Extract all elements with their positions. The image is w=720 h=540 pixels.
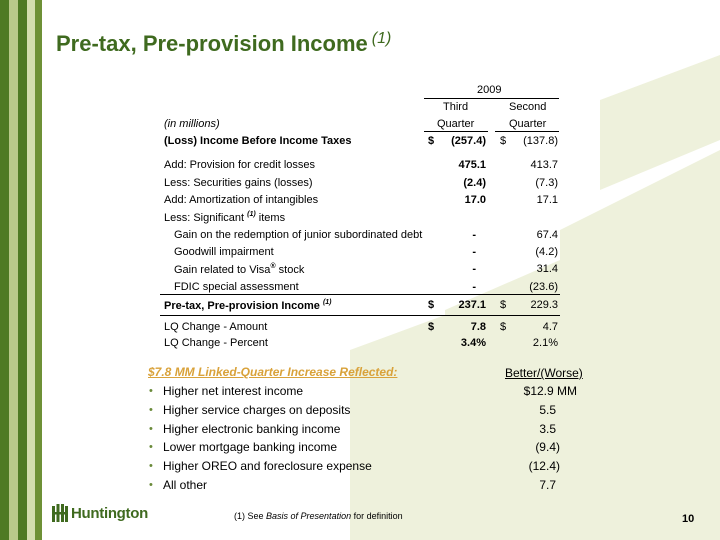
footnote [234,511,403,521]
table-cell-col1: - [472,263,476,275]
footnote-prefix: (1) See [234,511,264,521]
bullet-icon: • [149,423,153,435]
table-cell-col1: - [472,229,476,241]
table-row-label: Add: Provision for credit losses [164,159,316,171]
highlight-item-label: Higher service charges on deposits [163,403,351,417]
table-cell-col2: (137.8) [523,135,558,147]
units-label: (in millions) [164,118,220,130]
currency-symbol: $ [428,321,435,333]
highlight-item-value: 3.5 [539,422,556,436]
year-underline [424,98,559,99]
footnote-marker: (1) [322,299,332,306]
visa-gain-suffix: stock [278,264,305,276]
highlight-item-label: Higher OREO and foreclosure expense [163,459,372,473]
highlight-item-label: Lower mortgage banking income [163,440,338,454]
currency-symbol: $ [500,299,507,311]
currency-symbol: $ [428,135,435,147]
footnote-marker: (1) [247,211,256,218]
better-worse-header: Better/(Worse) [505,366,583,380]
table-row-label: (Loss) Income Before Income Taxes [164,135,352,147]
table-row-label [174,263,304,276]
currency-symbol: $ [500,135,507,147]
ppi-label: Pre-tax, Pre-provision Income [164,300,320,312]
table-cell-col2: (7.3) [535,177,558,189]
total-rule-bottom [160,315,560,316]
table-cell-col1: 7.8 [470,321,486,333]
table-row-label: LQ Change - Percent [164,337,268,349]
table-cell-col2: 413.7 [530,159,558,171]
registered-mark: ® [270,263,276,270]
table-cell-col2: 2.1% [532,337,558,349]
page-number: 10 [682,513,695,525]
significant-items-label: Less: Significant [164,212,245,224]
bullet-icon: • [149,479,153,491]
table-row-label: Goodwill impairment [174,246,274,258]
highlight-item-label: Higher net interest income [163,384,304,398]
logo-text: Huntington [71,504,148,522]
footnote-suffix: for definition [353,511,403,521]
huntington-logo [52,504,148,522]
title-text: Pre-tax, Pre-provision Income [56,31,368,56]
visa-gain-label: Gain related to Visa [174,264,271,276]
table-cell-col1: - [472,281,476,293]
header-underline-col2 [495,131,559,132]
highlight-item-value: (9.4) [535,440,560,454]
table-cell-col2: 4.7 [542,321,558,333]
highlight-item-value: 7.7 [539,478,556,492]
table-row-label: Add: Amortization of intangibles [164,194,319,206]
table-cell-col2: 229.3 [530,299,558,311]
table-row-label [164,299,332,312]
bullet-icon: • [149,385,153,397]
table-row-label [164,211,285,224]
highlights-heading: $7.8 MM Linked-Quarter Increase Reflected: [148,365,398,379]
title-footnote-marker: (1) [371,30,392,47]
table-cell-col1: 17.0 [464,194,486,206]
currency-symbol: $ [428,299,435,311]
col1-header-line1: Third [443,101,469,113]
table-cell-col1: 475.1 [458,159,486,171]
table-cell-col2: 31.4 [536,263,558,275]
table-cell-col2: 17.1 [536,194,558,206]
table-cell-col2: 67.4 [536,229,558,241]
highlight-item-value: 5.5 [539,403,556,417]
table-cell-col1: - [472,246,476,258]
huntington-logo-icon [52,504,68,522]
significant-items-suffix: items [258,212,286,224]
table-row-label: Less: Securities gains (losses) [164,177,313,189]
table-row-label: LQ Change - Amount [164,321,268,333]
header-underline-col1 [424,131,488,132]
page-title [56,30,391,57]
col2-header-line2: Quarter [509,118,547,130]
table-cell-col1: 237.1 [458,299,486,311]
col2-header-line1: Second [509,101,547,113]
footnote-basis-link: Basis of Presentation [266,511,352,521]
currency-symbol: $ [500,321,507,333]
bullet-icon: • [149,404,153,416]
highlight-item-value: (12.4) [528,459,560,473]
highlight-item-value: $12.9 MM [523,384,577,398]
table-cell-col2: (4.2) [535,246,558,258]
highlight-item-label: Higher electronic banking income [163,422,341,436]
table-cell-col2: (23.6) [529,281,558,293]
bullet-icon: • [149,441,153,453]
table-cell-col1: (2.4) [463,177,486,189]
year-header: 2009 [477,84,502,96]
table-row-label: Gain on the redemption of junior subordinated debt [174,229,423,241]
table-row-label: FDIC special assessment [174,281,299,293]
bullet-icon: • [149,460,153,472]
total-rule-top [160,294,560,295]
table-cell-col1: (257.4) [451,135,486,147]
table-cell-col1: 3.4% [460,337,486,349]
highlight-item-label: All other [163,478,208,492]
col1-header-line2: Quarter [437,118,475,130]
